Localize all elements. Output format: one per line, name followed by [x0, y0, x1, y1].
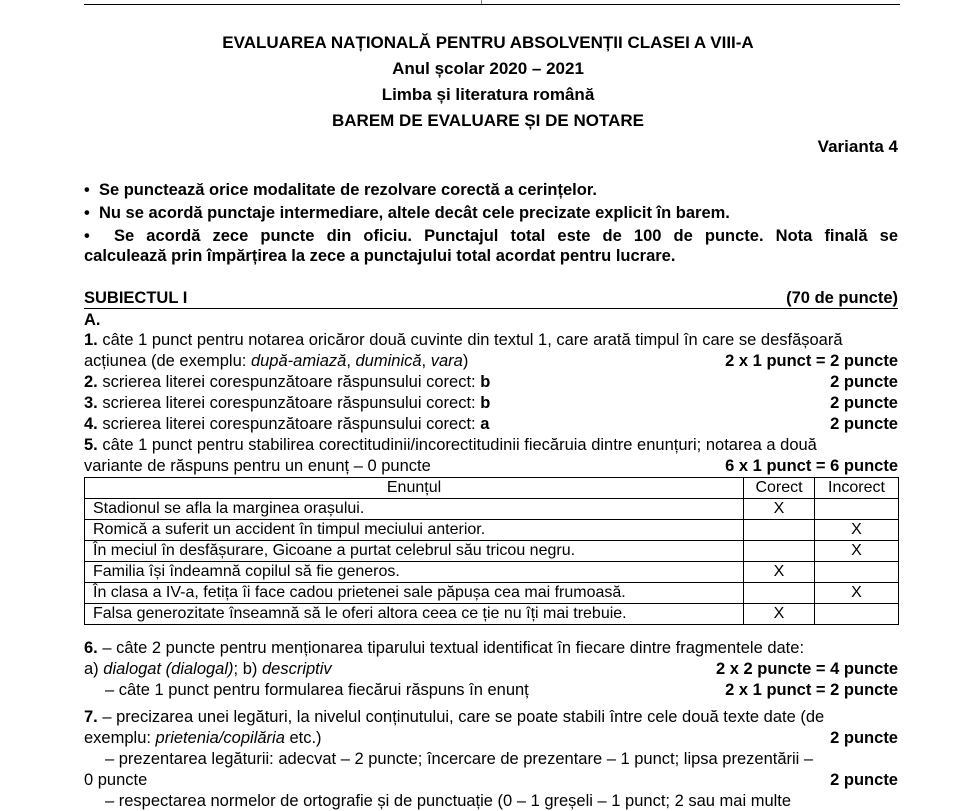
item-5-line-2: variante de răspuns pentru un enunț – 0 puncte 6 x 1 punct = 6 puncte	[84, 457, 898, 475]
table-row: Stadionul se afla la marginea orașului. X	[85, 499, 899, 520]
table-row: Falsa generozitate înseamnă să le oferi altora ceea ce ție nu îți mai trebuie. X	[85, 604, 899, 625]
table-row: Familia își îndeamnă copilul să fie generos. X	[85, 562, 899, 583]
top-marker	[481, 0, 482, 4]
bullet-icon: •	[84, 181, 90, 199]
item-3: 3. scrierea literei corespunzătoare răspunsului corect: b 2 puncte	[84, 394, 898, 412]
rule-bullet-3-cont: calculează prin împărțirea la zece a punctajului total acordat pentru lucrare.	[84, 247, 676, 265]
table-row: Romică a suferit un accident în timpul meciului anterior. X	[85, 520, 899, 541]
table-header-row	[85, 478, 899, 499]
exam-title: EVALUAREA NAȚIONALĂ PENTRU ABSOLVENȚII CLASEI A VIII-A	[222, 33, 754, 52]
subject-title: SUBIECTUL I	[84, 289, 188, 307]
item-5-score: 6 x 1 punct = 6 puncte	[725, 457, 898, 475]
school-year: Anul școlar 2020 – 2021	[392, 59, 584, 78]
subject-points: (70 de puncte)	[786, 289, 898, 307]
subject-name: Limba și literatura română	[381, 85, 595, 104]
bullet-icon: •	[84, 227, 90, 245]
table-row: În clasa a IV-a, fetița îi face cadou prietenei sale păpușa cea mai frumoasă. X	[85, 583, 899, 604]
item-6-score-1: 2 x 2 puncte = 4 puncte	[715, 660, 898, 678]
item-6-score-2: 2 x 1 punct = 2 puncte	[725, 681, 898, 699]
item-5-line-1: 5. câte 1 punct pentru stabilirea corectitudinii/incorectitudinii fiecăruia dintre enunțuri; notarea a două	[84, 436, 817, 454]
item-2: 2. scrierea literei corespunzătoare răspunsului corect: b 2 puncte	[84, 373, 898, 391]
item-7-line-2: exemplu: prietenia/copilăria etc.) 2 puncte	[84, 729, 898, 747]
item-1-score: 2 x 1 punct = 2 puncte	[725, 352, 898, 370]
item-4-score: 2 puncte	[830, 415, 898, 433]
item-7-line-4: 0 puncte 2 puncte	[84, 771, 898, 789]
rule-bullet-3: • Se acordă zece puncte din oficiu. Punctajul total este de 100 de puncte. Nota finală se	[84, 227, 898, 245]
item-1-line-1: 1. câte 1 punct pentru notarea oricăror două cuvinte din textul 1, care arată timpul în care se desfășoară	[84, 331, 843, 349]
header-statement: Enunțul	[85, 478, 744, 499]
header-incorrect: Incorect	[815, 478, 899, 499]
item-7-score-1: 2 puncte	[830, 729, 898, 747]
header-correct: Corect	[744, 478, 815, 499]
scheme-title: BAREM DE EVALUARE ȘI DE NOTARE	[331, 111, 644, 130]
section-label: A.	[84, 311, 101, 329]
subject-heading	[84, 288, 898, 309]
rule-bullet-2: • Nu se acordă punctaje intermediare, altele decât cele precizate explicit în barem.	[84, 204, 730, 222]
item-number: 1.	[84, 331, 98, 349]
variant-label: Varianta 4	[817, 137, 898, 156]
item-4: 4. scrierea literei corespunzătoare răspunsului corect: a 2 puncte	[84, 415, 898, 433]
item-3-score: 2 puncte	[830, 394, 898, 412]
item-6-line-2: a) dialogat (dialogal); b) descriptiv 2 x 2 puncte = 4 puncte	[84, 660, 898, 678]
item-7-score-2: 2 puncte	[830, 771, 898, 789]
table-row: În meciul în desfășurare, Gicoane a purtat celebrul său tricou negru. X	[85, 541, 899, 562]
top-rule	[84, 4, 900, 5]
item-7-line-3: – prezentarea legăturii: adecvat – 2 puncte; încercare de prezentare – 1 punct; lipsa prezentării –	[105, 750, 814, 768]
item-6-line-1: 6. – câte 2 puncte pentru menționarea tiparului textual identificat în fiecare dintre fragmentele date:	[84, 639, 805, 657]
item-7-line-1: 7. – precizarea unei legături, la nivelul conținutului, care se poate stabili între cele două texte date (de	[84, 708, 825, 726]
item-7-line-5: – respectarea normelor de ortografie și de punctuație (0 – 1 greșeli – 1 punct; 2 sau mai multe	[105, 792, 792, 810]
bullet-icon: •	[84, 204, 90, 222]
item-6-line-3: – câte 1 punct pentru formularea fiecărui răspuns în enunț 2 x 1 punct = 2 puncte	[105, 681, 898, 699]
statements-table	[84, 477, 899, 625]
item-1-line-2: acțiunea (de exemplu: după-amiază, duminică, vara) 2 x 1 punct = 2 puncte	[84, 352, 898, 370]
item-2-score: 2 puncte	[830, 373, 898, 391]
rule-bullet-1: • Se punctează orice modalitate de rezolvare corectă a cerințelor.	[84, 181, 597, 199]
